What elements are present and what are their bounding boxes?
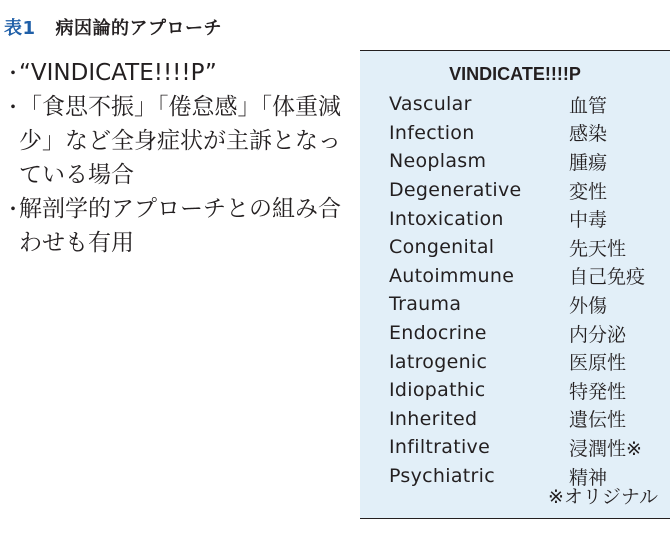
- table-row: [389, 376, 645, 405]
- category-japanese: 感染: [569, 123, 608, 146]
- category-japanese: 医原性: [569, 352, 627, 375]
- category-japanese: 自己免疫: [569, 266, 646, 289]
- category-japanese: 腫瘍: [569, 151, 608, 174]
- category-english: Trauma: [389, 293, 462, 316]
- category-japanese: 精神: [569, 466, 608, 489]
- table-row: [389, 319, 645, 348]
- bullet-text: “VINDICATE!!!!P”: [19, 60, 217, 86]
- category-english: Infiltrative: [389, 436, 491, 459]
- table-row: [389, 119, 645, 148]
- table-row: [389, 433, 645, 462]
- table-row: [389, 405, 645, 434]
- vindicate-table: [360, 50, 670, 519]
- table-number: 表1: [4, 18, 36, 39]
- category-english: Iatrogenic: [389, 350, 488, 373]
- category-japanese: 特発性: [569, 380, 627, 403]
- category-english: Degenerative: [389, 179, 522, 202]
- category-english: Infection: [389, 121, 475, 144]
- table-row: [389, 176, 645, 205]
- category-english: Endocrine: [389, 322, 487, 345]
- table-row: [389, 262, 645, 291]
- table-row: [389, 90, 645, 119]
- table-rows: [389, 90, 645, 490]
- bullet-item-anatomical: [0, 192, 355, 260]
- category-english: Vascular: [389, 93, 472, 116]
- table-row: [389, 233, 645, 262]
- category-english: Inherited: [389, 407, 478, 430]
- table-caption: [4, 14, 222, 40]
- table-row: [389, 147, 645, 176]
- bullet-text: 解剖学的アプローチとの組み合わせも有用: [19, 196, 341, 256]
- category-english: Neoplasm: [389, 150, 487, 173]
- category-japanese: 血管: [569, 94, 608, 117]
- category-english: Congenital: [389, 236, 495, 259]
- category-english: Psychiatric: [389, 465, 495, 488]
- category-english: Intoxication: [389, 207, 504, 230]
- category-japanese: 内分泌: [569, 323, 627, 346]
- table-title: 病因論的アプローチ: [55, 18, 223, 39]
- bullet-marker: ・: [3, 197, 23, 221]
- category-english: Idiopathic: [389, 379, 486, 402]
- category-japanese: 先天性: [569, 237, 627, 260]
- bullet-item-systemic-symptoms: [0, 90, 355, 192]
- bullet-marker: ・: [3, 95, 23, 119]
- table-row: [389, 347, 645, 376]
- bullet-text: 「食思不振」「倦怠感」「体重減少」など全身症状が主訴となっている場合: [19, 94, 341, 188]
- category-japanese: 浸潤性※: [569, 437, 642, 460]
- category-japanese: 遺伝性: [569, 409, 627, 432]
- category-english: Autoimmune: [389, 264, 515, 287]
- table-row: [389, 290, 645, 319]
- table-heading: VINDICATE!!!!P: [449, 64, 581, 84]
- category-japanese: 変性: [569, 180, 608, 203]
- bullet-marker: ・: [3, 61, 23, 85]
- category-japanese: 外傷: [569, 294, 608, 317]
- table-row: [389, 204, 645, 233]
- bullet-list: [0, 56, 355, 260]
- bullet-item-vindicate: [0, 56, 355, 90]
- category-japanese: 中毒: [569, 209, 608, 232]
- footnote: ※オリジナル: [548, 486, 658, 508]
